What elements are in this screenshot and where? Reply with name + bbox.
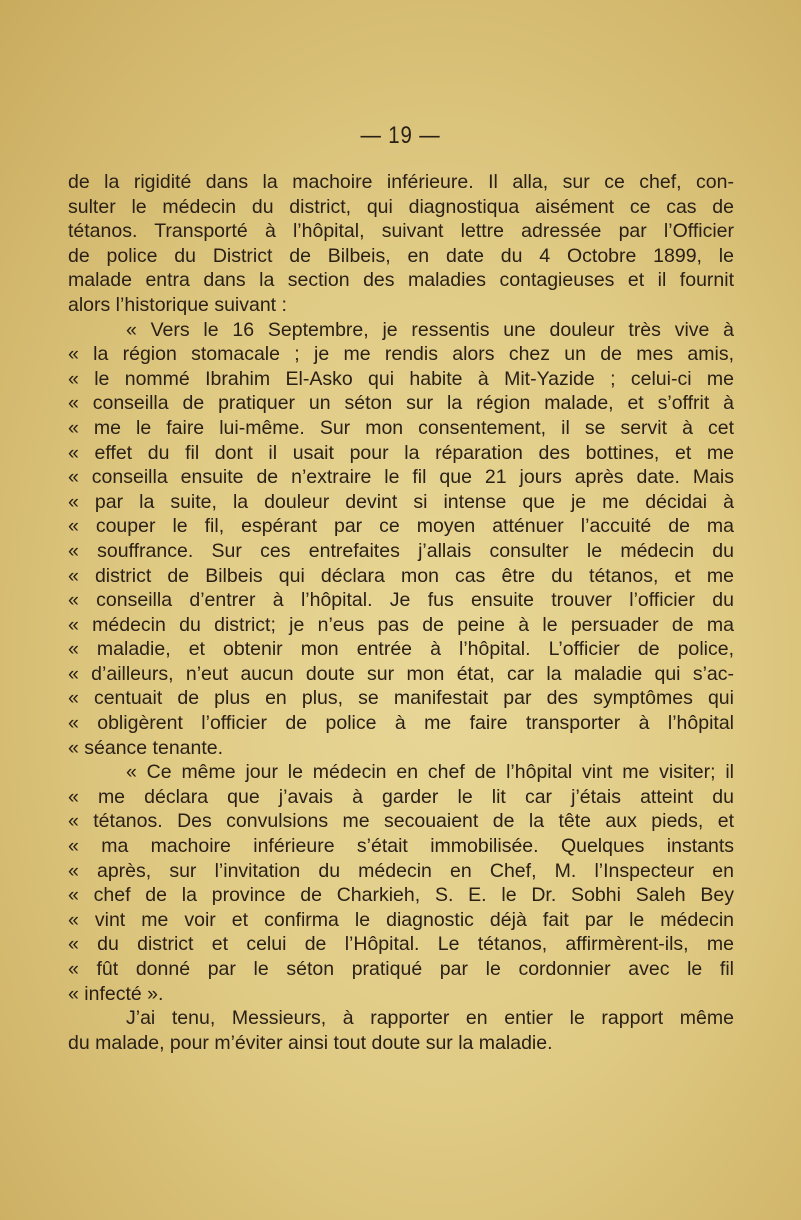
text-line: « obligèrent l’officier de police à me faire transporter à l’hôpital <box>68 712 734 735</box>
page-number: — 19 — <box>360 122 441 149</box>
body-text <box>68 170 734 1055</box>
text-line: « d’ailleurs, n’eut aucun doute sur mon état, car la maladie qui s’ac- <box>68 662 734 685</box>
text-line: « me le faire lui-même. Sur mon consentement, il se servit à cet <box>68 416 734 439</box>
text-line: « la région stomacale ; je me rendis alors chez un de mes amis, <box>68 343 734 366</box>
text-line: « me déclara que j’avais à garder le lit car j’étais atteint du <box>68 785 734 808</box>
text-line: « Ce même jour le médecin en chef de l’hôpital vint me visiter; il <box>126 761 734 784</box>
text-line: « séance tenante. <box>68 736 224 759</box>
text-line: « médecin du district; je n’eus pas de peine à le persuader de ma <box>68 613 734 636</box>
text-line: sulter le médecin du district, qui diagnostiqua aisément ce cas de <box>68 195 734 218</box>
text-line: de police du District de Bilbeis, en date du 4 Octobre 1899, le <box>68 244 734 267</box>
text-line: « centuait de plus en plus, se manifestait par des symptômes qui <box>68 687 734 710</box>
text-line: « district de Bilbeis qui déclara mon cas être du tétanos, et me <box>68 564 734 587</box>
text-line: « après, sur l’invitation du médecin en Chef, M. l’Inspecteur en <box>68 859 734 882</box>
text-line: du malade, pour m’éviter ainsi tout doute sur la maladie. <box>68 1031 553 1054</box>
text-line: « tétanos. Des convulsions me secouaient de la tête aux pieds, et <box>68 810 734 833</box>
text-line: « par la suite, la douleur devint si intense que je me décidai à <box>68 490 734 513</box>
text-line: « infecté ». <box>68 982 164 1005</box>
text-line: « le nommé Ibrahim El-Asko qui habite à Mit-Yazide ; celui-ci me <box>68 367 734 390</box>
text-line: « fût donné par le séton pratiqué par le cordonnier avec le fil <box>68 958 734 980</box>
text-line: de la rigidité dans la machoire inférieure. Il alla, sur ce chef, con- <box>68 171 734 193</box>
text-line: « du district et celui de l’Hôpital. Le tétanos, affirmèrent-ils, me <box>68 933 734 956</box>
text-line: J’ai tenu, Messieurs, à rapporter en entier le rapport même <box>126 1007 734 1030</box>
text-line: « conseilla de pratiquer un séton sur la région malade, et s’offrit à <box>68 392 734 415</box>
text-line: « ma machoire inférieure s’était immobilisée. Quelques instants <box>68 835 734 858</box>
text-line: « vint me voir et confirma le diagnostic déjà fait par le médecin <box>68 908 734 931</box>
text-line: « Vers le 16 Septembre, je ressentis une douleur très vive à <box>126 318 734 341</box>
text-line: tétanos. Transporté à l’hôpital, suivant lettre adressée par l’Officier <box>68 220 734 243</box>
text-line: « chef de la province de Charkieh, S. E. le Dr. Sobhi Saleh Bey <box>68 884 734 907</box>
text-line: « conseilla d’entrer à l’hôpital. Je fus ensuite trouver l’officier du <box>68 589 734 612</box>
text-line: « conseilla ensuite de n’extraire le fil que 21 jours après date. Mais <box>68 466 734 489</box>
text-line: « effet du fil dont il usait pour la réparation des bottines, et me <box>68 441 734 464</box>
text-line: malade entra dans la section des maladies contagieuses et il fournit <box>68 269 734 292</box>
text-line: « couper le fil, espérant par ce moyen atténuer l’accuité de ma <box>68 515 734 538</box>
text-line: « maladie, et obtenir mon entrée à l’hôpital. L’officier de police, <box>68 638 734 661</box>
text-line: alors l’historique suivant : <box>68 293 287 316</box>
text-line: « souffrance. Sur ces entrefaites j’allais consulter le médecin du <box>68 539 734 562</box>
